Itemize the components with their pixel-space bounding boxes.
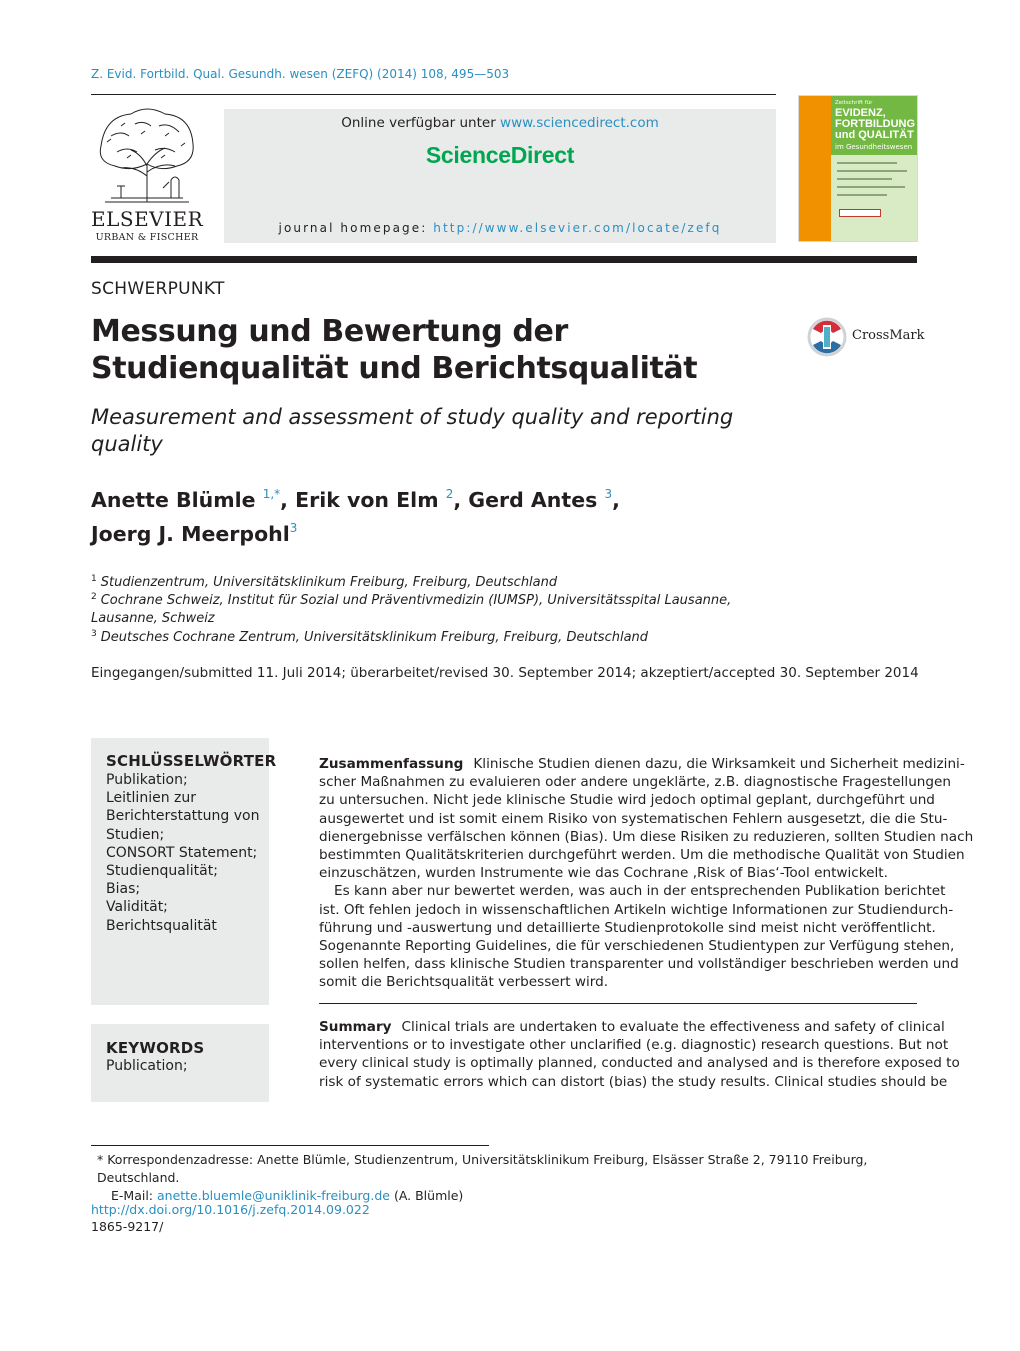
keyword-item: Publication; xyxy=(106,1058,188,1074)
summary-line: risk of systematic errors which can distort (bias) the study results. Clinical studies should be xyxy=(319,1073,948,1090)
summary-line xyxy=(319,1018,945,1036)
article-subtitle: Measurement and assessment of study quality and reporting quality xyxy=(91,405,734,456)
author-name[interactable]: Gerd Antes xyxy=(468,488,598,512)
abstract-line: bestimmten Qualitätskriterien durchgeführt werden. Um die methodische Qualität von Studien xyxy=(319,846,965,863)
footnote-star: * xyxy=(97,1152,104,1167)
cover-text-line xyxy=(837,194,887,196)
keyword-item: Leitlinien zur xyxy=(106,790,197,807)
affiliation-text: Deutsches Cochrane Zentrum, Universitätsklinikum Freiburg, Freiburg, Deutschland xyxy=(100,630,649,645)
abstract-line: führung und -auswertung und detaillierte Studienprotokolle sind meist nicht veröffentlicht. xyxy=(319,919,936,936)
abstract-divider xyxy=(319,1003,917,1004)
journal-homepage-link[interactable]: http://www.elsevier.com/locate/zefq xyxy=(433,221,722,235)
affiliation-2 xyxy=(91,588,731,628)
abstract-line: zu untersuchen. Nicht jede klinische Studie wird jedoch optimal geplant, durchgeführt und xyxy=(319,792,935,809)
cover-orange-band xyxy=(799,96,831,241)
correspondence-address: Korrespondenzadresse: Anette Blümle, Studienzentrum, Universitätsklinikum Freiburg, Elsässer Straße 2, 79110 Freiburg, Deutschland. xyxy=(97,1152,868,1185)
header-thick-rule xyxy=(91,256,917,263)
submission-dates: Eingegangen/submitted 11. Juli 2014; überarbeitet/revised 30. September 2014; akzeptiert/accepted 30. September 2014 xyxy=(91,665,919,681)
author-separator: , xyxy=(453,488,469,512)
keyword-item: Berichtsqualität xyxy=(106,917,217,934)
journal-reference[interactable]: Z. Evid. Fortbild. Qual. Gesundh. wesen (ZEFQ) (2014) 108, 495—503 xyxy=(91,67,510,81)
cover-badge xyxy=(839,209,881,217)
cover-text-line xyxy=(837,178,892,180)
abstract-label: Zusammenfassung xyxy=(319,756,464,772)
keyword-item: Publikation; xyxy=(106,772,188,788)
summary-line: interventions or to investigate other unclarified (e.g. diagnostic) research questions. But not xyxy=(319,1037,949,1054)
issn: 1865-9217/ xyxy=(91,1219,164,1234)
crossmark-badge[interactable] xyxy=(807,317,925,357)
author-affiliation-ref[interactable]: 2 xyxy=(445,487,454,501)
author-name[interactable]: Erik von Elm xyxy=(295,488,439,512)
keywords-de-heading: SCHLÜSSELWÖRTER xyxy=(106,752,277,770)
affiliation-3 xyxy=(91,625,648,647)
author-affiliation-ref[interactable]: 1,* xyxy=(262,487,281,501)
cover-text-line xyxy=(837,186,905,188)
cover-title xyxy=(835,108,915,141)
email-suffix: (A. Blümle) xyxy=(389,1188,464,1203)
author-affiliation-ref[interactable]: 3 xyxy=(604,487,613,501)
summary-label: Summary xyxy=(319,1019,392,1035)
email-link[interactable]: anette.bluemle@uniklinik-freiburg.de xyxy=(156,1188,390,1203)
abstract-line: ausgewertet und ist somit einem Risiko von systematischen Fehlern ausgesetzt, die die Stu- xyxy=(319,810,948,827)
affiliation-number: 2 xyxy=(91,592,97,602)
elsevier-wordmark: ELSEVIER xyxy=(91,207,204,231)
affiliation-number: 1 xyxy=(91,574,97,584)
abstract-line: somit die Berichtsqualität verbessert wird. xyxy=(319,974,609,991)
crossmark-label: CrossMark xyxy=(852,328,925,343)
affiliation-text: Studienzentrum, Universitätsklinikum Freiburg, Freiburg, Deutschland xyxy=(100,575,558,590)
abstract-text: Klinische Studien dienen dazu, die Wirksamkeit und Sicherheit medizini- xyxy=(473,756,965,772)
cover-tag: Zeitschrift für xyxy=(835,100,873,106)
article-title: Messung und Bewertung der Studienqualität und Berichtsqualität xyxy=(91,314,698,386)
cover-title-line: EVIDENZ, xyxy=(835,107,886,119)
author-separator: , xyxy=(612,488,620,512)
tree-scholar-icon xyxy=(91,106,203,206)
online-availability xyxy=(224,115,776,131)
sciencedirect-logo[interactable]: ScienceDirect xyxy=(425,142,575,168)
cover-title-line: und QUALITÄT xyxy=(835,129,914,141)
header-rule xyxy=(91,94,776,95)
journal-cover[interactable] xyxy=(798,95,918,242)
abstract-english xyxy=(319,1018,960,1091)
abstract-line: ist. Oft fehlen jedoch in wissenschaftlichen Artikeln wichtige Informationen zur Studiendurch- xyxy=(319,901,954,918)
abstract-line: Sogenannte Reporting Guidelines, die für verschiedenen Studientypen zur Verfügung stehen, xyxy=(319,937,955,954)
homepage-prefix: journal homepage: xyxy=(278,221,434,235)
keywords-de-list xyxy=(106,771,269,935)
sciencedirect-banner xyxy=(224,109,776,243)
elsevier-subtitle: URBAN & FISCHER xyxy=(95,232,199,243)
cover-text-line xyxy=(837,170,907,172)
affiliation-number: 3 xyxy=(91,629,97,639)
correspondence-footnote xyxy=(97,1151,927,1205)
keywords-de-box xyxy=(91,738,277,1005)
affiliation-text: Cochrane Schweiz, Institut für Sozial und Präventivmedizin (IUMSP), Universitätsspital Lausanne, xyxy=(100,593,732,608)
cover-subtitle: im Gesundheitswesen xyxy=(835,143,913,151)
summary-text: Clinical trials are undertaken to evaluate the effectiveness and safety of clinical xyxy=(401,1019,945,1035)
summary-line: every clinical study is optimally planned, conducted and analysed and is therefore exposed to xyxy=(319,1055,960,1072)
cover-title-line: FORTBILDUNG xyxy=(835,118,916,130)
cover-pale-band xyxy=(831,155,918,242)
email-label: E-Mail: xyxy=(111,1188,157,1203)
keywords-en-heading: KEYWORDS xyxy=(106,1039,205,1057)
abstract-line xyxy=(319,755,965,773)
crossmark-icon xyxy=(807,317,849,357)
keyword-item: Berichterstattung von xyxy=(106,808,260,825)
affiliation-text-continued: Lausanne, Schweiz xyxy=(91,611,215,626)
keyword-item: Bias; xyxy=(106,881,141,898)
abstract-line: Es kann aber nur bewertet werden, was auch in der entsprechenden Publikation berichtet xyxy=(334,883,946,900)
keyword-item: Validität; xyxy=(106,899,168,916)
keyword-item: Studien; xyxy=(106,826,165,843)
author-name[interactable]: Anette Blümle xyxy=(91,488,256,512)
keyword-item: Studienqualität; xyxy=(106,863,218,880)
section-label: SCHWERPUNKT xyxy=(91,279,225,299)
abstract-line: sollen helfen, dass klinische Studien transparenter und vollständiger beschrieben werden und xyxy=(319,956,959,973)
author-name[interactable]: Joerg J. Meerpohl xyxy=(91,522,290,546)
abstract-line: scher Maßnahmen zu evaluieren oder andere ungeklärte, z.B. diagnostische Fragestellungen xyxy=(319,774,952,791)
author-separator: , xyxy=(280,488,296,512)
author-list xyxy=(91,480,691,548)
cover-text-line xyxy=(837,162,897,164)
author-affiliation-ref[interactable]: 3 xyxy=(289,521,298,535)
doi-link[interactable]: http://dx.doi.org/10.1016/j.zefq.2014.09.022 xyxy=(91,1202,370,1217)
keywords-en-box xyxy=(91,1024,269,1102)
journal-homepage xyxy=(224,221,776,235)
elsevier-logo[interactable] xyxy=(91,106,203,244)
abstract-line: einzuschätzen, wurden Instrumente wie das Cochrane ‚Risk of Bias‘-Tool entwickelt. xyxy=(319,865,888,882)
sciencedirect-link[interactable]: www.sciencedirect.com xyxy=(500,115,659,131)
keyword-item: CONSORT Statement; xyxy=(106,844,258,861)
abstract-german xyxy=(319,755,974,991)
abstract-line: dienergebnisse verfälschen können (Bias). Um diese Risiken zu reduzieren, sollten Studien nach xyxy=(319,828,974,845)
footnote-rule xyxy=(91,1145,489,1146)
online-prefix: Online verfügbar unter xyxy=(341,115,501,131)
